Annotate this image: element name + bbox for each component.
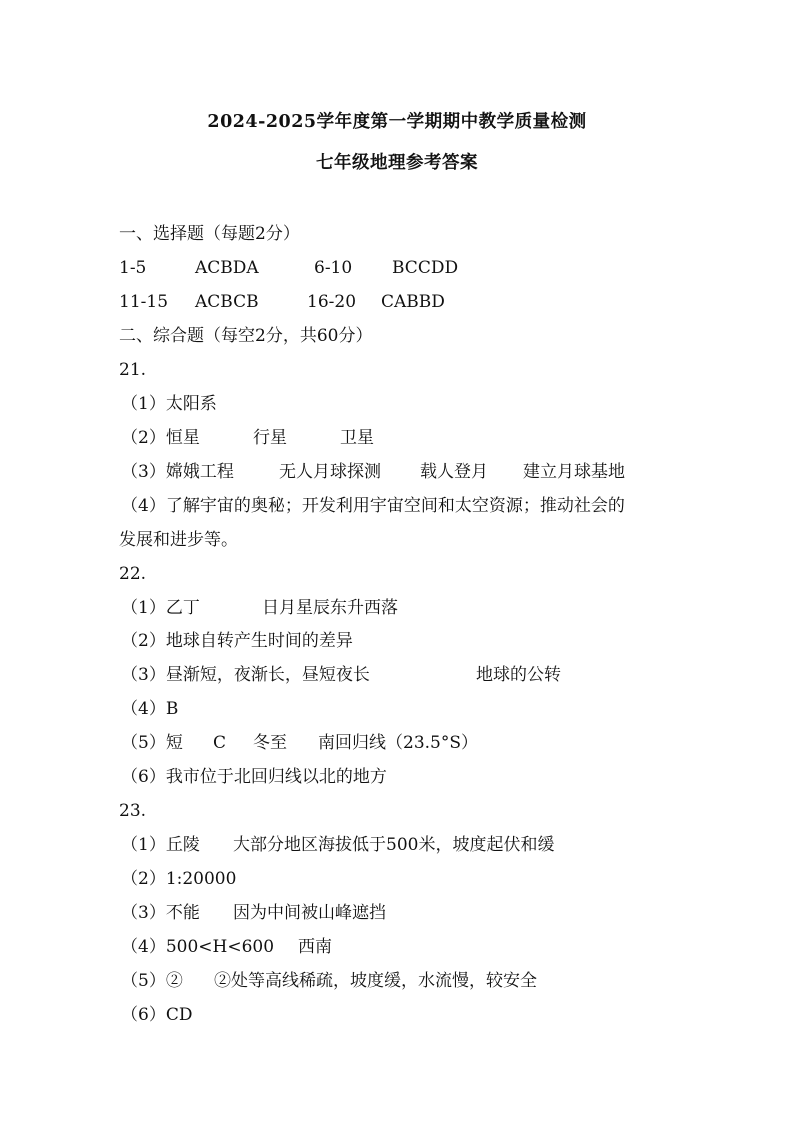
document-title: 2024-2025学年度第一学期期中教学质量检测 bbox=[207, 112, 587, 132]
question-number: 22. bbox=[119, 564, 147, 584]
section1-heading: 一、选择题（每题2分） bbox=[119, 224, 300, 244]
answer-line-continued: 发展和进步等。 bbox=[119, 530, 238, 550]
section2-heading: 二、综合题（每空2分，共60分） bbox=[119, 326, 373, 346]
answer-line: （2）地球自转产生时间的差异 bbox=[121, 631, 353, 651]
answer-part: 无人月球探测 bbox=[279, 462, 381, 482]
answer-part: （3）嫦娥工程 bbox=[121, 462, 234, 482]
answer-part: 因为中间被山峰遮挡 bbox=[233, 903, 386, 923]
answer-part: 行星 bbox=[253, 428, 287, 448]
answer-part: （3）昼渐短，夜渐长，昼短夜长 bbox=[121, 665, 370, 685]
answer-part: （5）短 bbox=[121, 733, 183, 753]
answer-part: 西南 bbox=[298, 937, 332, 957]
answer-part: 日月星辰东升西落 bbox=[262, 598, 398, 618]
answer-part: （4）500<H<600 bbox=[121, 937, 275, 957]
answer-part: （3）不能 bbox=[121, 903, 200, 923]
answer-part: （5）② bbox=[121, 971, 183, 991]
answer-part: 冬至 bbox=[253, 733, 287, 753]
answer-part: ②处等高线稀疏，坡度缓，水流慢，较安全 bbox=[214, 971, 537, 991]
answer-key: BCCDD bbox=[392, 258, 459, 278]
answer-key: CABBD bbox=[381, 292, 445, 312]
answer-range: 11-15 bbox=[119, 292, 169, 312]
answer-key: ACBDA bbox=[195, 258, 259, 278]
answer-key: ACBCB bbox=[195, 292, 259, 312]
answer-part: 地球的公转 bbox=[476, 665, 561, 685]
answer-part: （2）恒星 bbox=[121, 428, 200, 448]
answer-part: 卫星 bbox=[340, 428, 374, 448]
answer-range: 1-5 bbox=[119, 258, 147, 278]
answer-line: （6）CD bbox=[121, 1005, 193, 1025]
answer-part: （1）丘陵 bbox=[121, 835, 200, 855]
answer-line: （6）我市位于北回归线以北的地方 bbox=[121, 767, 387, 787]
answer-line: （1）太阳系 bbox=[121, 394, 217, 414]
answer-part: C bbox=[213, 733, 227, 753]
answer-part: （1）乙丁 bbox=[121, 598, 200, 618]
answer-part: 大部分地区海拔低于500米，坡度起伏和缓 bbox=[233, 835, 555, 855]
answer-line: （4）了解宇宙的奥秘；开发利用宇宙空间和太空资源；推动社会的 bbox=[121, 496, 625, 516]
question-number: 21. bbox=[119, 360, 147, 380]
answer-part: 建立月球基地 bbox=[523, 462, 625, 482]
document-subtitle: 七年级地理参考答案 bbox=[316, 153, 478, 173]
answer-line: （4）B bbox=[121, 699, 179, 719]
answer-part: 南回归线（23.5°S） bbox=[318, 733, 478, 753]
answer-range: 16-20 bbox=[307, 292, 357, 312]
answer-part: 载人登月 bbox=[420, 462, 488, 482]
answer-range: 6-10 bbox=[314, 258, 353, 278]
answer-line: （2）1:20000 bbox=[121, 869, 237, 889]
question-number: 23. bbox=[119, 801, 147, 821]
